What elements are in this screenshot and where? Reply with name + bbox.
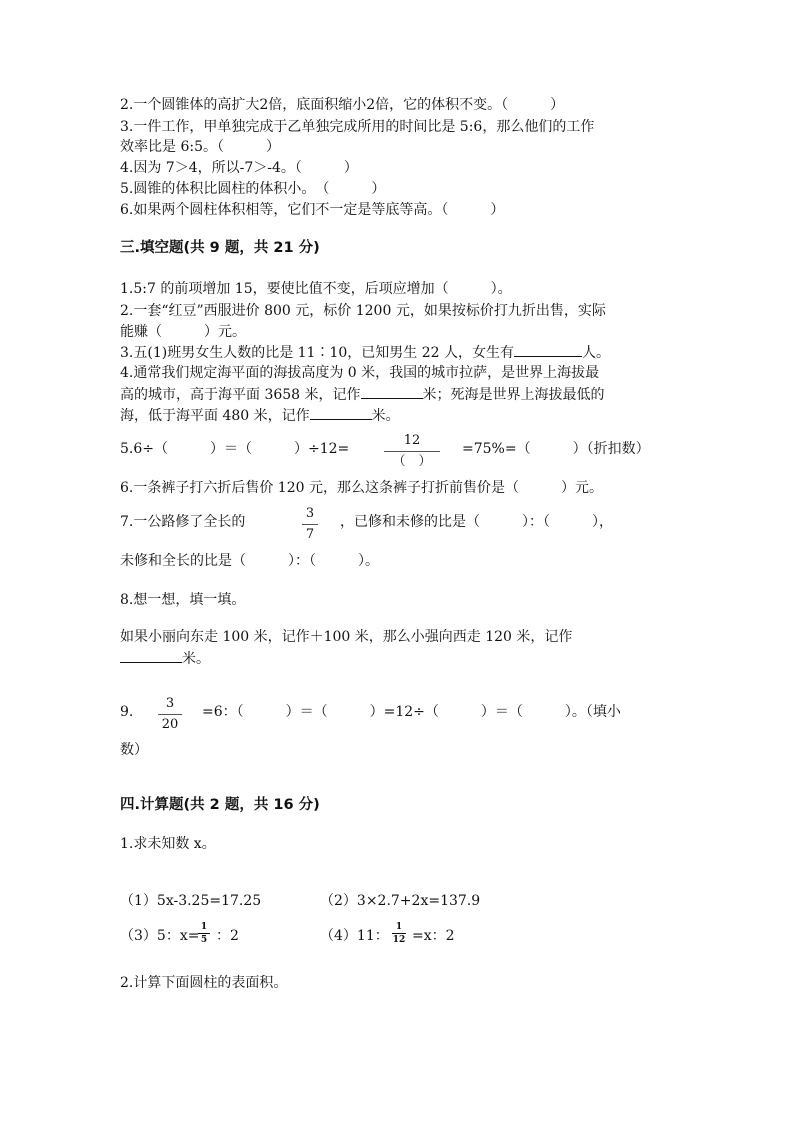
fill-q9-fraction	[158, 696, 182, 733]
fraction-numerator: 1	[200, 922, 208, 932]
fraction-denominator: （ ）	[392, 454, 432, 469]
fill-q8: 8.想一想，填一填。	[120, 592, 246, 608]
fraction-bar	[158, 714, 182, 715]
fill-q7-line2: 未修和全长的比是（ ）：（ ）。	[120, 553, 379, 569]
judge-q5: 5.圆锥的体积比圆柱的体积小。 （ ）	[120, 181, 386, 197]
fill-q8-line3	[120, 648, 210, 669]
calc-eq2: （2）3×2.7+2x=137.9	[320, 893, 481, 909]
fill-q5-left: 5.6÷（ ）＝（ ）÷12=	[120, 441, 350, 457]
fraction-denominator: 7	[305, 527, 315, 542]
fill-q3	[120, 342, 610, 363]
fill-q5-fraction	[384, 433, 440, 470]
fraction-bar	[302, 524, 318, 525]
judge-q3-line2: 效率比是 6:5。（ ）	[120, 139, 280, 155]
fill-q7-fraction	[302, 506, 318, 543]
calc-eq4-fraction	[392, 922, 406, 945]
calc-eq1: （1）5x-3.25=17.25	[120, 893, 262, 909]
fill-q6: 6.一条裤子打六折后售价 120 元，那么这条裤子打折前售价是（ ）元。	[120, 480, 603, 496]
fill-q4-text: 海，低于海平面 480 米，记作	[120, 408, 310, 424]
section-heading-fill: 三.填空题(共 9 题，共 21 分)	[120, 240, 320, 256]
fraction-bar	[384, 451, 440, 452]
fraction-denominator: 12	[392, 935, 406, 945]
fill-q5-right: =75%=（ ）（折扣数）	[462, 441, 650, 457]
fill-q9-number: 9.	[120, 704, 134, 720]
fill-q2-line1: 2.一套“红豆”西服进价 800 元，标价 1200 元，如果按标价打九折出售，实际	[120, 303, 606, 319]
answer-blank[interactable]	[310, 405, 372, 420]
fraction-denominator: 5	[200, 935, 208, 945]
fill-q9-line2: 数）	[120, 742, 148, 758]
calc-eq3-fraction	[198, 922, 210, 945]
calc-eq3-text-cont: ：2	[216, 928, 239, 944]
fill-q4-unit: 米。	[371, 408, 400, 424]
fill-q4-line3	[120, 405, 400, 426]
fill-q4-line1: 4.通常我们规定海平面的海拔高度为 0 米，我国的城市拉萨，是世界上海拔最	[120, 365, 600, 381]
fraction-bar	[198, 933, 210, 934]
fill-q7-text: 7.一公路修了全长的	[120, 514, 246, 530]
fraction-denominator: 20	[161, 717, 179, 732]
fraction-numerator: 3	[305, 506, 315, 521]
fill-q4-line2	[120, 384, 605, 405]
calc-eq4-text-cont: =x：2	[412, 928, 455, 944]
fill-q3-unit: 人。	[581, 345, 610, 361]
judge-q3-line1: 3.一件工作，甲单独完成于乙单独完成所用的时间比是 5:6，那么他们的工作	[120, 119, 595, 135]
calc-q2: 2.计算下面圆柱的表面积。	[120, 975, 288, 991]
fill-q4-text: 高的城市，高于海平面 3658 米，记作	[120, 387, 361, 403]
judge-q6: 6.如果两个圆柱体积相等，它们不一定是等底等高。（ ）	[120, 202, 505, 218]
answer-blank[interactable]	[361, 384, 423, 399]
answer-blank[interactable]	[120, 648, 182, 663]
fill-q8-unit: 米。	[182, 651, 210, 667]
calc-q1: 1.求未知数 x。	[120, 836, 216, 852]
fill-q4-text-cont: 米；死海是世界上海拔最低的	[422, 387, 605, 403]
fraction-numerator: 1	[395, 922, 403, 932]
judge-q4: 4.因为 7＞4，所以-7＞-4。（ ）	[120, 160, 358, 176]
fill-q8-line2: 如果小丽向东走 100 米，记作＋100 米，那么小强向西走 120 米，记作	[120, 629, 573, 645]
fraction-bar	[392, 933, 406, 934]
judge-q2: 2.一个圆锥体的高扩大2倍，底面积缩小2倍，它的体积不变。（ ）	[120, 97, 565, 113]
fill-q9-text: =6：（ ）＝（ ）=12÷（ ）＝（ ）。（填小	[202, 704, 621, 720]
section-heading-calc: 四.计算题(共 2 题，共 16 分)	[120, 797, 320, 813]
fill-q1: 1.5:7 的前项增加 15，要使比值不变，后项应增加（ ）。	[120, 281, 512, 297]
fraction-numerator: 3	[165, 696, 175, 711]
fill-q2-line2: 能赚（ ）元。	[120, 324, 246, 340]
calc-eq3-text: （3）5：x=	[120, 928, 200, 944]
calc-eq4-text: （4）11：	[320, 928, 389, 944]
fill-q7-text-cont: ，已修和未修的比是（ ）：（ ），	[340, 514, 613, 530]
fraction-numerator: 12	[403, 433, 421, 448]
answer-blank[interactable]	[514, 342, 582, 357]
fill-q3-text: 3.五(1)班男女生人数的比是 11∶10，已知男生 22 人，女生有	[120, 345, 514, 361]
